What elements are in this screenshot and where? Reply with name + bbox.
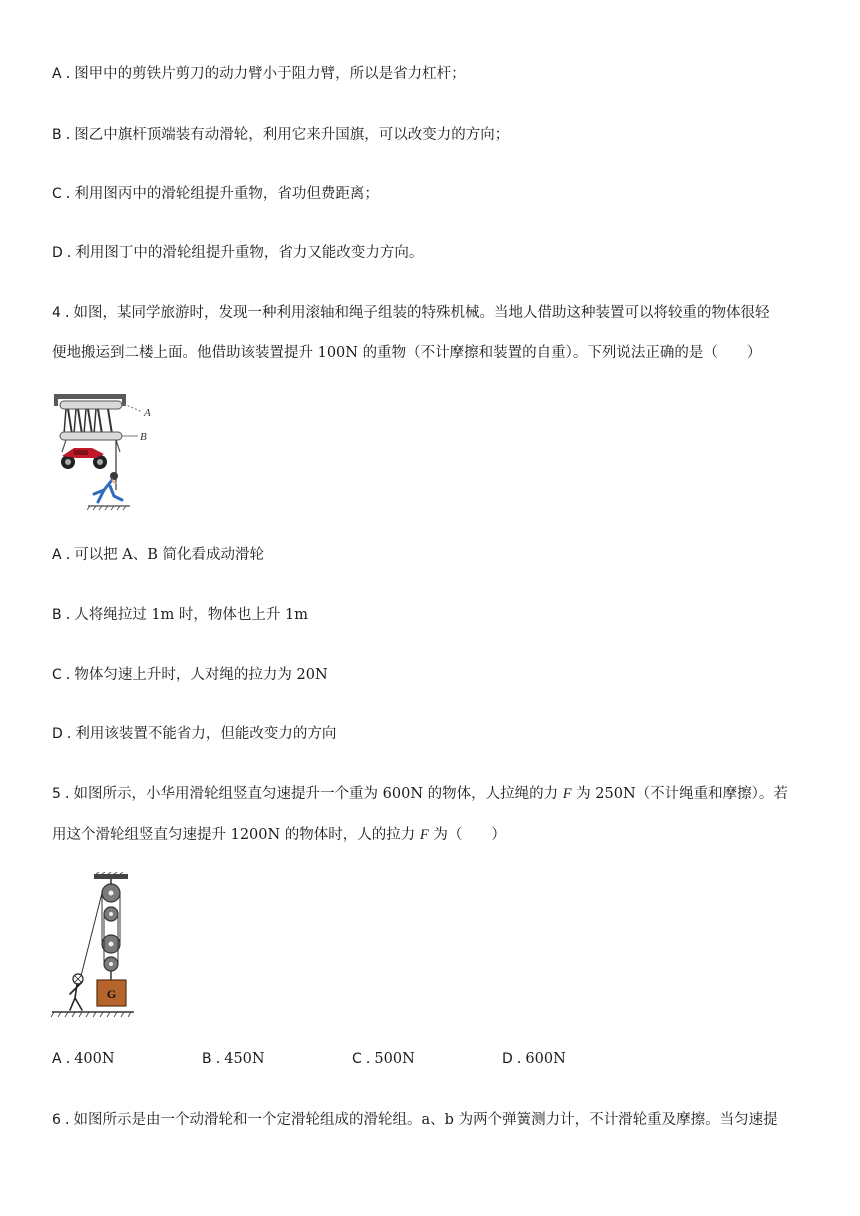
q5-stem-line2 — [52, 825, 506, 845]
q4-option-a: A . 可以把 A、B 简化看成动滑轮 — [52, 547, 265, 563]
option-text: 物体匀速上升时，人对绳的拉力为 20N — [74, 667, 328, 683]
option-label: B — [52, 127, 62, 143]
q5-figure — [50, 872, 140, 1020]
label-b: B — [140, 431, 147, 443]
q4-figure — [52, 390, 167, 512]
q3-option-c: C . 利用图丙中的滑轮组提升重物，省功但费距离； — [52, 186, 379, 202]
weight-label: G — [106, 987, 117, 1001]
q5-option-a: A . 400N — [52, 1051, 115, 1067]
question-number: 6 — [52, 1112, 61, 1128]
q5-option-d: D . 600N — [502, 1051, 566, 1067]
question-number: 5 — [52, 786, 61, 802]
q5-option-c: C . 500N — [352, 1051, 415, 1067]
option-text: 利用该装置不能省力，但能改变力的方向 — [75, 726, 337, 742]
option-text: 人将绳拉过 1m 时，物体也上升 1m — [74, 607, 308, 623]
q5-stem-line1: 5 . 如图所示，小华用滑轮组竖直匀速提升一个重为 600N 的物体，人拉绳的力 F 为 250N（不计绳重和摩擦）。若 — [52, 786, 788, 802]
option-text: 600N — [525, 1051, 566, 1067]
question-text: 如图，某同学旅游时，发现一种利用滚轴和绳子组装的特殊机械。当地人借助这种装置可以将较重的物体很轻 — [73, 305, 770, 321]
label-a: A — [144, 407, 151, 419]
option-text: 利用图丙中的滑轮组提升重物，省功但费距离； — [74, 186, 379, 202]
option-label: B — [52, 607, 62, 623]
question-text: 为 250N（不计绳重和摩擦）。若 — [571, 786, 788, 802]
option-text: 图甲中的剪铁片剪刀的动力臂小于阻力臂，所以是省力杠杆； — [74, 66, 466, 82]
q6-stem-line1: 6 . 如图所示是由一个动滑轮和一个定滑轮组成的滑轮组。a、b 为两个弹簧测力计，不计滑轮重及摩擦。当匀速提 — [52, 1112, 778, 1128]
question-number: 4 — [52, 305, 61, 321]
option-label: C — [52, 186, 62, 202]
option-label: D — [52, 726, 63, 742]
option-text: 500N — [374, 1051, 415, 1067]
q4-option-b: B . 人将绳拉过 1m 时，物体也上升 1m — [52, 607, 308, 623]
force-variable: F — [419, 827, 429, 843]
q3-option-a: A . 图甲中的剪铁片剪刀的动力臂小于阻力臂，所以是省力杠杆； — [52, 66, 466, 82]
roller-rope-machine-figure — [52, 390, 167, 512]
option-text: 可以把 A、B 简化看成动滑轮 — [74, 547, 265, 563]
option-text: 图乙中旗杆顶端装有动滑轮，利用它来升国旗，可以改变力的方向； — [74, 127, 510, 143]
q4-stem-line2 — [52, 343, 761, 363]
option-label: B — [202, 1051, 212, 1067]
pulley-system-figure — [50, 872, 140, 1020]
option-label: C — [52, 667, 62, 683]
question-text: 为（ ） — [428, 827, 506, 843]
option-label: C — [352, 1051, 362, 1067]
question-text: 便地搬运到二楼上面。他借助该装置提升 100N 的重物（不计摩擦和装置的自重）。下列说法正确的是（ ） — [52, 345, 762, 361]
option-text: 400N — [74, 1051, 115, 1067]
option-label: D — [502, 1051, 513, 1067]
q4-stem-line1: 4 . 如图，某同学旅游时，发现一种利用滚轴和绳子组装的特殊机械。当地人借助这种装置可以将较重的物体很轻 — [52, 305, 770, 321]
q3-option-d: D . 利用图丁中的滑轮组提升重物，省力又能改变力方向。 — [52, 245, 424, 261]
force-variable: F — [562, 786, 572, 802]
q4-option-d: D . 利用该装置不能省力，但能改变力的方向 — [52, 726, 337, 742]
q5-option-b: B . 450N — [202, 1051, 265, 1067]
option-text: 利用图丁中的滑轮组提升重物，省力又能改变力方向。 — [75, 245, 424, 261]
question-text: 如图所示是由一个动滑轮和一个定滑轮组成的滑轮组。a、b 为两个弹簧测力计，不计滑轮重及摩擦。当匀速提 — [73, 1112, 778, 1128]
question-text: 如图所示，小华用滑轮组竖直匀速提升一个重为 600N 的物体，人拉绳的力 — [73, 786, 563, 802]
option-label: A — [52, 1051, 62, 1067]
option-text: 450N — [224, 1051, 265, 1067]
q3-option-b: B . 图乙中旗杆顶端装有动滑轮，利用它来升国旗，可以改变力的方向； — [52, 127, 510, 143]
question-text: 用这个滑轮组竖直匀速提升 1200N 的物体时，人的拉力 — [52, 827, 420, 843]
option-label: D — [52, 245, 63, 261]
q4-option-c: C . 物体匀速上升时，人对绳的拉力为 20N — [52, 667, 328, 683]
option-label: A — [52, 547, 62, 563]
option-label: A — [52, 66, 62, 82]
